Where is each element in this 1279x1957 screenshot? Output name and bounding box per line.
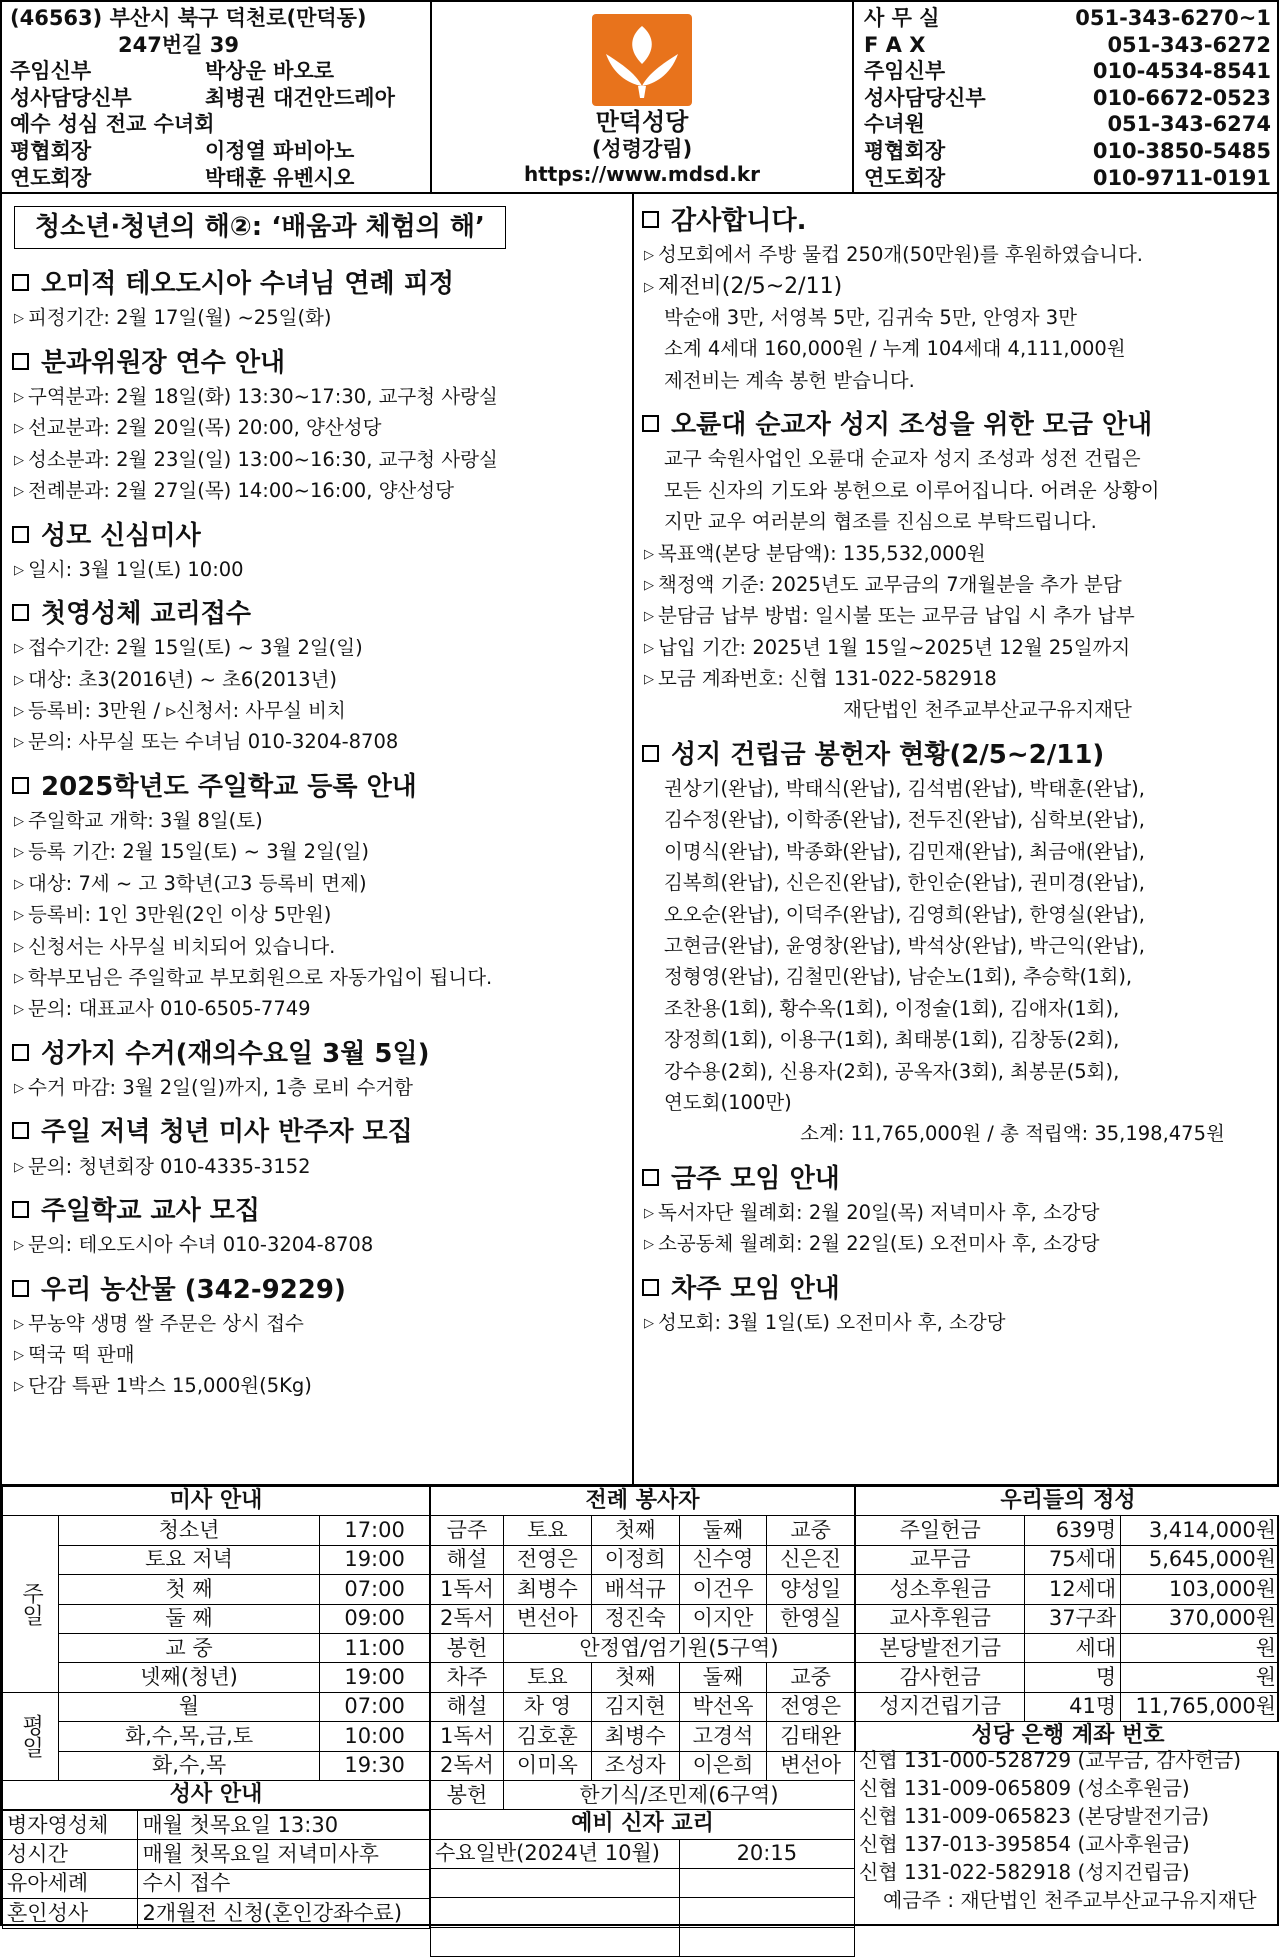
triangle-bullet-icon: ▷ bbox=[14, 735, 24, 750]
bank-title: 성당 은행 계좌 번호 bbox=[856, 1722, 1279, 1751]
staff-row: 성사담당신부 최병권 대건안드레아 bbox=[10, 86, 422, 113]
list-item: ▷ 문의: 테오도시아 수녀 010-3204-8708 bbox=[12, 1229, 622, 1260]
section-title: 성모 신심미사 bbox=[12, 521, 622, 552]
liturgy-this-week: 금주 토요 첫째 둘째 교중 해설 전영은 이정희 신수영 신은진 1독서 최병수 배석규 이건우 양성일 2독서 변선아 정진숙 이지안 한영실 bbox=[431, 1516, 855, 1634]
triangle-bullet-icon: ▷ bbox=[14, 940, 24, 955]
list-item: ▷ 성소분과: 2월 23일(일) 13:00~16:30, 교구청 사랑실 bbox=[12, 444, 622, 475]
section-title: 성가지 수거(재의수요일 3월 5일) bbox=[12, 1039, 622, 1070]
checkbox-square-icon bbox=[12, 1122, 29, 1139]
list-item: ▷ 문의: 청년회장 010-4335-3152 bbox=[12, 1151, 622, 1182]
list-item: ▷ 소공동체 월례회: 2월 22일(토) 오전미사 후, 소강당 bbox=[642, 1228, 1273, 1259]
list-item: ▷ 대상: 초3(2016년) ~ 초6(2013년) bbox=[12, 664, 622, 695]
donor-line: 강수용(2회), 신용자(2회), 공옥자(3회), 최봉문(5회), bbox=[642, 1056, 1273, 1087]
triangle-bullet-icon: ▷ bbox=[14, 1160, 24, 1175]
donor-line: 김수정(완납), 이학종(완납), 전두진(완납), 심학보(완납), bbox=[642, 804, 1273, 835]
year-theme-banner: 청소년·청년의 해②: ‘배움과 체험의 해’ bbox=[14, 206, 506, 249]
donor-line: 권상기(완납), 박태식(완납), 김석범(완납), 박태훈(완납), bbox=[642, 773, 1273, 804]
triangle-bullet-icon: ▷ bbox=[644, 609, 654, 624]
address-line-1: (46563) 부산시 북구 덕천로(만덕동) bbox=[10, 6, 422, 33]
section-title: 2025학년도 주일학교 등록 안내 bbox=[12, 772, 622, 803]
parish-url[interactable]: https://www.mdsd.kr bbox=[432, 162, 852, 186]
staff-row: 평협회장 이정열 파비아노 bbox=[10, 139, 422, 166]
section-title: 감사합니다. bbox=[642, 206, 1273, 237]
text-line: 모든 신자의 기도와 봉헌으로 이루어집니다. 어려운 상황이 bbox=[642, 475, 1273, 506]
contact-row: 성사담당신부 010-6672-0523 bbox=[864, 86, 1271, 113]
list-item: ▷ 성모회: 3월 1일(토) 오전미사 후, 소강당 bbox=[642, 1307, 1273, 1338]
checkbox-square-icon bbox=[12, 353, 29, 370]
section-title: 우리 농산물 (342-9229) bbox=[12, 1275, 622, 1306]
offering-title: 우리들의 정성 bbox=[856, 1487, 1279, 1516]
triangle-bullet-icon: ▷ bbox=[14, 971, 24, 986]
list-item: ▷ 분담금 납부 방법: 일시불 또는 교무금 납입 시 추가 납부 bbox=[642, 600, 1273, 631]
list-item: ▷ 등록비: 3만원 / ▹신청서: 사무실 비치 bbox=[12, 695, 622, 726]
left-column bbox=[2, 194, 634, 1484]
donor-line: 조찬용(1회), 황수옥(1회), 이정술(1회), 김애자(1회), bbox=[642, 993, 1273, 1024]
checkbox-square-icon bbox=[12, 604, 29, 621]
section-title: 금주 모임 안내 bbox=[642, 1164, 1273, 1195]
bank-line: 신협 137-013-395854 (교사후원금) bbox=[855, 1830, 1279, 1858]
bank-line: 신협 131-022-582918 (성지건립금) bbox=[855, 1858, 1279, 1886]
triangle-bullet-icon: ▷ bbox=[14, 390, 24, 405]
triangle-bullet-icon: ▷ bbox=[14, 908, 24, 923]
catechumen-title: 예비 신자 교리 bbox=[431, 1810, 855, 1839]
text-line: 소계 4세대 160,000원 / 누계 104세대 4,111,000원 bbox=[642, 333, 1273, 364]
list-item: ▷ 성모회에서 주방 물컵 250개(50만원)를 후원하였습니다. bbox=[642, 239, 1273, 270]
contact-row: 주임신부 010-4534-8541 bbox=[864, 59, 1271, 86]
donor-line: 연도회(100만) bbox=[642, 1087, 1273, 1118]
section-title: 오미적 테오도시아 수녀님 연례 피정 bbox=[12, 269, 622, 300]
list-item: ▷ 무농약 생명 쌀 주문은 상시 접수 bbox=[12, 1308, 622, 1339]
right-column bbox=[634, 194, 1279, 1484]
checkbox-square-icon bbox=[642, 415, 659, 432]
checkbox-square-icon bbox=[12, 1044, 29, 1061]
parish-name: 만덕성당 bbox=[432, 108, 852, 137]
bank-line: 신협 131-009-065809 (성소후원금) bbox=[855, 1774, 1279, 1802]
contact-row: 평협회장 010-3850-5485 bbox=[864, 139, 1271, 166]
list-item: ▷ 수거 마감: 3월 2일(일)까지, 1층 로비 수거함 bbox=[12, 1072, 622, 1103]
list-item: ▷ 일시: 3월 1일(토) 10:00 bbox=[12, 554, 622, 585]
donor-list bbox=[642, 773, 1273, 1118]
triangle-bullet-icon: ▷ bbox=[14, 814, 24, 829]
staff-row: 주임신부 박상운 바오로 bbox=[10, 59, 422, 86]
text-line: 지만 교우 여러분의 협조를 진심으로 부탁드립니다. bbox=[642, 506, 1273, 537]
triangle-bullet-icon: ▷ bbox=[14, 1379, 24, 1394]
staff-row: 예수 성심 전교 수녀회 bbox=[10, 112, 422, 139]
weekday-label: 평일 bbox=[3, 1692, 59, 1780]
triangle-bullet-icon: ▷ bbox=[14, 453, 24, 468]
bank-accounts bbox=[855, 1746, 1279, 1914]
contact-row: F A X 051-343-6272 bbox=[864, 33, 1271, 60]
list-item: ▷ 문의: 대표교사 010-6505-7749 bbox=[12, 993, 622, 1024]
header-left bbox=[2, 2, 432, 192]
triangle-bullet-icon: ▷ bbox=[14, 421, 24, 436]
liturgy-next-week: 차주 토요 첫째 둘째 교중 해설 차 영 김지현 박선옥 전영은 1독서 김호훈 최병수 고경석 김태완 2독서 이미옥 조성자 이은희 변선아 bbox=[431, 1663, 855, 1781]
staff-row: 연도회장 박태훈 유벤시오 bbox=[10, 166, 422, 193]
triangle-bullet-icon: ▷ bbox=[14, 1317, 24, 1332]
section-title: 주일학교 교사 모집 bbox=[12, 1196, 622, 1227]
donor-line: 김복희(완납), 신은진(완납), 한인순(완납), 권미경(완납), bbox=[642, 867, 1273, 898]
section-title: 첫영성체 교리접수 bbox=[12, 599, 622, 630]
list-item: ▷ 피정기간: 2월 17일(월) ~25일(화) bbox=[12, 302, 622, 333]
triangle-bullet-icon: ▷ bbox=[644, 248, 654, 263]
sacrament-title: 성사 안내 bbox=[3, 1780, 430, 1809]
address-line-2: 247번길 39 bbox=[10, 33, 422, 60]
mass-table: 미사 안내 주일 청소년 17:00 토요 저녁 19:00 첫 째 07:00 둘 째 09:00 교 중 11:00 넷째(청년) 19:00 평일 월 07:00 화,수,목,금,토 10:00 화,수,목 19:30 성사 안내 bbox=[2, 1486, 430, 1810]
checkbox-square-icon bbox=[642, 211, 659, 228]
donor-line: 이명식(완납), 박종화(완납), 김민재(완납), 최금애(완납), bbox=[642, 836, 1273, 867]
triangle-bullet-icon: ▷ bbox=[14, 877, 24, 892]
triangle-bullet-icon: ▷ bbox=[14, 311, 24, 326]
list-item: ▷ 대상: 7세 ~ 고 3학년(고3 등록비 면제) bbox=[12, 868, 622, 899]
triangle-bullet-icon: ▷ bbox=[644, 1316, 654, 1331]
checkbox-square-icon bbox=[12, 777, 29, 794]
list-item: ▷ 학부모님은 주일학교 부모회원으로 자동가입이 됩니다. bbox=[12, 962, 622, 993]
list-item: ▷ 주일학교 개학: 3월 8일(토) bbox=[12, 805, 622, 836]
text-line: 제전비는 계속 봉헌 받습니다. bbox=[642, 365, 1273, 396]
triangle-bullet-icon: ▷ bbox=[14, 673, 24, 688]
triangle-bullet-icon: ▷ bbox=[14, 1081, 24, 1096]
section-title: 오륜대 순교자 성지 조성을 위한 모금 안내 bbox=[642, 410, 1273, 441]
triangle-bullet-icon: ▷ bbox=[14, 704, 24, 719]
list-item: ▷ 제전비(2/5~2/11) bbox=[642, 271, 1273, 302]
bottom-tables bbox=[2, 1484, 1279, 1928]
text-line: 교구 숙원사업인 오륜대 순교자 성지 조성과 성전 건립은 bbox=[642, 443, 1273, 474]
list-item: ▷ 떡국 떡 판매 bbox=[12, 1339, 622, 1370]
list-item: ▷ 모금 계좌번호: 신협 131-022-582918 bbox=[642, 663, 1273, 694]
checkbox-square-icon bbox=[12, 1280, 29, 1297]
checkbox-square-icon bbox=[12, 526, 29, 543]
triangle-bullet-icon: ▷ bbox=[644, 578, 654, 593]
list-item: ▷ 독서자단 월례회: 2월 20일(목) 저녁미사 후, 소강당 bbox=[642, 1197, 1273, 1228]
list-item: ▷ 단감 특판 1박스 15,000원(5Kg) bbox=[12, 1370, 622, 1401]
header bbox=[2, 2, 1279, 194]
bank-line: 신협 131-000-528729 (교무금, 감사헌금) bbox=[855, 1746, 1279, 1774]
mass-title: 미사 안내 bbox=[3, 1487, 430, 1516]
parish-subtitle: (성령강림) bbox=[432, 137, 852, 162]
section-title: 주일 저녁 청년 미사 반주자 모집 bbox=[12, 1117, 622, 1148]
list-item: ▷ 선교분과: 2월 20일(목) 20:00, 양산성당 bbox=[12, 412, 622, 443]
list-item: ▷ 목표액(본당 분담액): 135,532,000원 bbox=[642, 538, 1273, 569]
list-item: ▷ 신청서는 사무실 비치되어 있습니다. bbox=[12, 931, 622, 962]
contact-row: 수녀원 051-343-6274 bbox=[864, 112, 1271, 139]
triangle-bullet-icon: ▷ bbox=[14, 641, 24, 656]
checkbox-square-icon bbox=[12, 1201, 29, 1218]
triangle-bullet-icon: ▷ bbox=[644, 1206, 654, 1221]
donor-line: 정형영(완납), 김철민(완납), 남순노(1회), 추승학(1회), bbox=[642, 961, 1273, 992]
section-title: 차주 모임 안내 bbox=[642, 1274, 1273, 1305]
list-item: ▷ 납입 기간: 2025년 1월 15일~2025년 12월 25일까지 bbox=[642, 632, 1273, 663]
donor-total: 소계: 11,765,000원 / 총 적립액: 35,198,475원 bbox=[642, 1118, 1273, 1149]
section-title: 성지 건립금 봉헌자 현황(2/5~2/11) bbox=[642, 740, 1273, 771]
header-center bbox=[432, 2, 852, 192]
contact-row: 사 무 실 051-343-6270~1 bbox=[864, 6, 1271, 33]
left-sections bbox=[12, 269, 622, 1402]
contact-row: 연도회장 010-9711-0191 bbox=[864, 166, 1271, 193]
header-right bbox=[852, 2, 1279, 192]
sacrament-table: 병자영성체 매월 첫목요일 13:30 성시간 매월 첫목요일 저녁미사후 유아세례 수시 접수 혼인성사 2개월전 신청(혼인강좌수료) bbox=[2, 1810, 430, 1929]
liturgy-title: 전례 봉사자 bbox=[431, 1487, 855, 1516]
triangle-bullet-icon: ▷ bbox=[644, 641, 654, 656]
bank-line: 예금주 : 재단법인 천주교부산교구유지재단 bbox=[855, 1886, 1279, 1914]
triangle-bullet-icon: ▷ bbox=[14, 1238, 24, 1253]
donor-line: 고현금(완납), 윤영창(완납), 박석상(완납), 박근익(완납), bbox=[642, 930, 1273, 961]
triangle-bullet-icon: ▷ bbox=[14, 563, 24, 578]
triangle-bullet-icon: ▷ bbox=[14, 845, 24, 860]
list-item: ▷ 구역분과: 2월 18일(화) 13:30~17:30, 교구청 사랑실 bbox=[12, 381, 622, 412]
triangle-bullet-icon: ▷ bbox=[14, 1348, 24, 1363]
list-item: ▷ 전례분과: 2월 27일(목) 14:00~16:00, 양산성당 bbox=[12, 475, 622, 506]
text-line: 박순애 3만, 서영복 5만, 김귀숙 5만, 안영자 3만 bbox=[642, 302, 1273, 333]
offering-rows: 주일헌금 639명 3,414,000원 교무금 75세대 5,645,000원 성소후원금 12세대 103,000원 교사후원금 37구좌 370,000원 본당발전기금 세대 원 감사헌금 명 원 성지건립기금 41명 11,765,000원 bbox=[856, 1516, 1279, 1722]
triangle-bullet-icon: ▷ bbox=[14, 1002, 24, 1017]
org-name: 재단법인 천주교부산교구유지재단 bbox=[642, 694, 1273, 725]
donor-line: 오오순(완납), 이덕주(완납), 김영희(완납), 한영실(완납), bbox=[642, 899, 1273, 930]
sunday-label: 주일 bbox=[3, 1516, 59, 1692]
triangle-bullet-icon: ▷ bbox=[14, 484, 24, 499]
bank-line: 신협 131-009-065823 (본당발전기금) bbox=[855, 1802, 1279, 1830]
list-item: ▷ 등록비: 1인 3만원(2인 이상 5만원) bbox=[12, 899, 622, 930]
checkbox-square-icon bbox=[642, 1169, 659, 1186]
section-title: 분과위원장 연수 안내 bbox=[12, 348, 622, 379]
list-item: ▷ 등록 기간: 2월 15일(토) ~ 3월 2일(일) bbox=[12, 836, 622, 867]
triangle-bullet-icon: ▷ bbox=[644, 547, 654, 562]
list-item: ▷ 문의: 사무실 또는 수녀님 010-3204-8708 bbox=[12, 726, 622, 757]
list-item: ▷ 책정액 기준: 2025년도 교무금의 7개월분을 추가 분담 bbox=[642, 569, 1273, 600]
triangle-bullet-icon: ▷ bbox=[644, 1237, 654, 1252]
list-item: ▷ 접수기간: 2월 15일(토) ~ 3월 2일(일) bbox=[12, 632, 622, 663]
parish-logo-icon bbox=[592, 14, 692, 106]
triangle-bullet-icon: ▷ bbox=[644, 280, 654, 295]
checkbox-square-icon bbox=[12, 274, 29, 291]
triangle-bullet-icon: ▷ bbox=[644, 672, 654, 687]
liturgy-table: 전례 봉사자 금주 토요 첫째 둘째 교중 해설 전영은 이정희 신수영 신은진 1독서 최병수 배석규 이건우 양성일 2독서 변선아 정진숙 이지안 한영실 봉헌 안정엽/엄기원(5구역) 차주 토요 첫째 둘째 교중 해설 차 영 김지현 박선옥 전영은 1독서 김호훈 최병수 고경석 김태완 2독서 이미옥 조성자 이은희 변선아 봉헌 한기식/조민제(6구역) 예비 신자 교리 수요일반(2024년 10월) 20:15 bbox=[430, 1486, 855, 1957]
offering-table bbox=[855, 1486, 1279, 1752]
donor-line: 장정희(1회), 이용구(1회), 최태봉(1회), 김창동(2회), bbox=[642, 1024, 1273, 1055]
checkbox-square-icon bbox=[642, 745, 659, 762]
checkbox-square-icon bbox=[642, 1279, 659, 1296]
